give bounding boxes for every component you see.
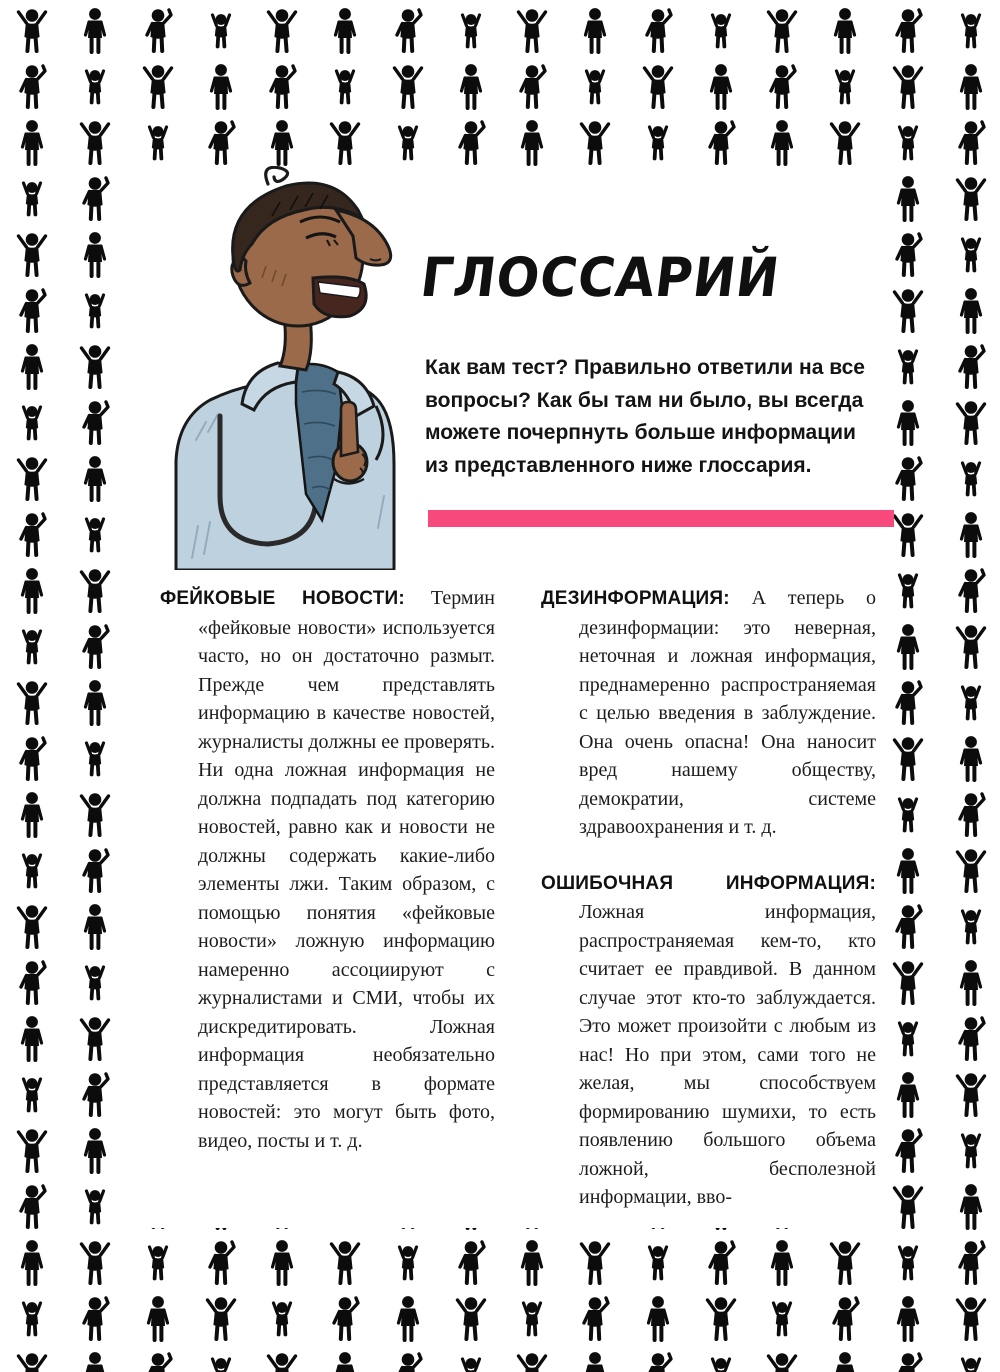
- glossary-entry-disinformation: [541, 584, 876, 842]
- glossary-column-left: [160, 584, 495, 1212]
- glossary-entry-misinformation: [541, 869, 876, 1212]
- man-pointing-illustration: [148, 166, 418, 570]
- intro-text: Как вам тест? Правильно ответили на все вопросы? Как бы там ни было, вы всегда можете почерпнуть больше информации из представленного ниже глоссария.: [425, 356, 865, 477]
- glossary-column-right: [541, 584, 876, 1212]
- page-title: ГЛОССАРИЙ: [417, 246, 784, 309]
- glossary: [160, 584, 876, 1212]
- glossary-term: ФЕЙКОВЫЕ НОВОСТИ:: [160, 588, 405, 609]
- pointing-finger: [341, 402, 358, 456]
- accent-divider: [428, 510, 894, 527]
- glossary-definition: А теперь о дезинформации: это неверная, неточная и ложная информация, преднамеренно распространяемая с целью введения в заблуждение. Она очень опасна! Она наносит вред нашему обществу, демократии, системе здравоохранения и т. д.: [579, 587, 877, 838]
- glossary-term: ОШИБОЧНАЯ ИНФОРМАЦИЯ:: [541, 872, 876, 894]
- glossary-definition: Термин «фейковые новости» используется часто, но он достаточно размыт. Прежде чем представлять информацию в качестве новостей, журналисты должны ее проверять. Ни одна ложная информация не должна подпадать под категорию новостей, равно как и новости не должны содержать какие-либо элементы лжи. Таким образом, с помощью понятия «фейковые новости» ложную информацию намеренно ассоциируют с журналистами и СМИ, чтобы их дискредитировать. Ложная информация необязательно представляется в формате новостей: это могут быть фото, видео, посты и т. д.: [198, 587, 495, 1152]
- hair-curl: [266, 167, 288, 184]
- glossary-definition: Ложная информация, распространяемая кем-то, кто считает ее правдивой. В данном случае этот кто-то заблуждается. Это может произойти с любым из нас! Но при этом, сами того не желая, мы способствуем формированию шумихи, то есть появлению большого объема ложной, бесполезной информации, вво-: [579, 901, 876, 1208]
- glossary-term: ДЕЗИНФОРМАЦИЯ:: [541, 588, 730, 609]
- glossary-entry-fake-news: [160, 584, 495, 1155]
